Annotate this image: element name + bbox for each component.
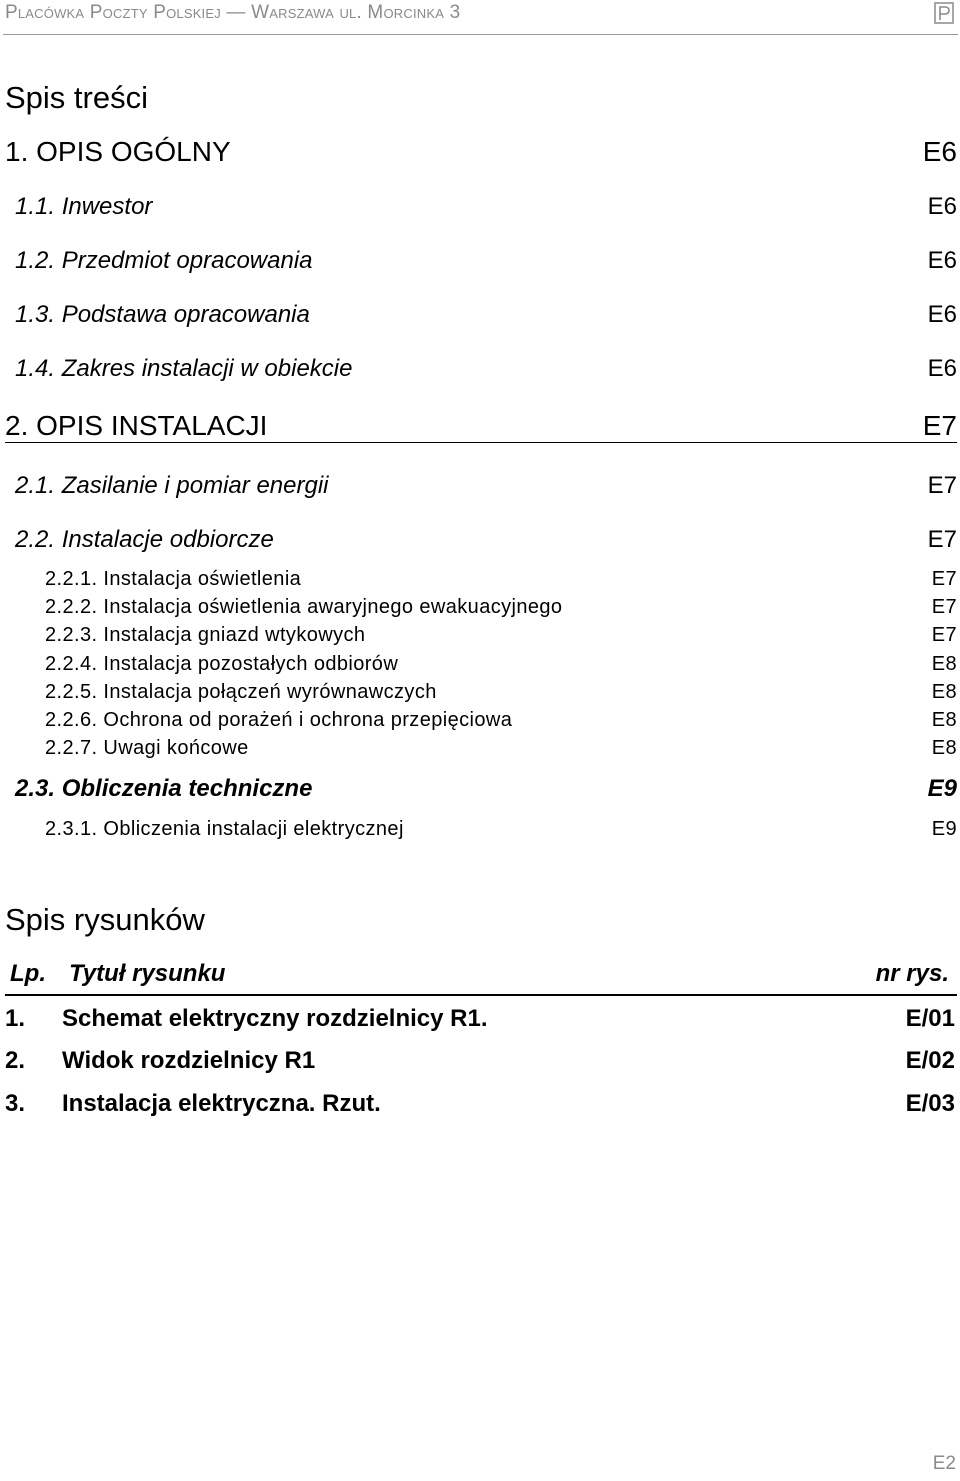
- toc-entry-title: 2. OPIS INSTALACJI: [5, 410, 268, 441]
- figure-row: [5, 1090, 957, 1120]
- toc-entry-title: 1. OPIS OGÓLNY: [5, 136, 231, 167]
- page-number: E2: [932, 1453, 956, 1474]
- figure-lp: 2.: [5, 1047, 26, 1074]
- toc-entry-page: E7: [927, 472, 957, 499]
- toc-entry-title: 2.1. Zasilanie i pomiar energii: [15, 472, 329, 499]
- figure-row: [5, 1047, 957, 1077]
- toc-entry-page: E6: [927, 355, 957, 382]
- figure-title: Widok rozdzielnicy R1: [62, 1047, 316, 1074]
- toc-entry-page: E7: [927, 526, 957, 553]
- toc-entry[interactable]: [15, 355, 957, 383]
- toc-entry-page: E8: [931, 653, 957, 675]
- figures-heading: Spis rysunków: [5, 902, 205, 937]
- toc-entry-page: E7: [922, 410, 957, 441]
- toc-entry-title: 2.2.6. Ochrona od porażeń i ochrona przepięciowa: [45, 709, 513, 731]
- toc-entry[interactable]: [5, 136, 957, 168]
- figures-table-header: [5, 960, 957, 996]
- toc-entry-page: E6: [927, 247, 957, 274]
- column-title: Tytuł rysunku: [69, 960, 226, 987]
- toc-entry[interactable]: [15, 526, 957, 554]
- figure-lp: 1.: [5, 1005, 26, 1032]
- toc-entry[interactable]: [45, 624, 957, 647]
- toc-entry[interactable]: [45, 681, 957, 704]
- toc-entry[interactable]: [15, 775, 957, 803]
- toc-entry-page: E7: [931, 568, 957, 590]
- column-nr: nr rys.: [875, 960, 949, 987]
- toc-entry-title: 2.2.1. Instalacja oświetlenia: [45, 568, 302, 590]
- toc-entry-title: 2.3. Obliczenia techniczne: [15, 775, 313, 802]
- toc-entry-title: 1.3. Podstawa opracowania: [15, 301, 310, 328]
- toc-entry[interactable]: [45, 818, 957, 841]
- toc-entry-title: 2.3.1. Obliczenia instalacji elektrycznej: [45, 818, 404, 840]
- toc-heading: Spis treści: [5, 80, 148, 115]
- toc-entry[interactable]: [45, 737, 957, 760]
- figure-number: E/02: [905, 1047, 955, 1074]
- toc-entry-title: 2.2.2. Instalacja oświetlenia awaryjnego ewakuacyjnego: [45, 596, 563, 618]
- logo-icon: [934, 2, 954, 24]
- toc-entry-page: E8: [931, 681, 957, 703]
- figure-title: Schemat elektryczny rozdzielnicy R1.: [62, 1005, 488, 1032]
- toc-entry[interactable]: [45, 709, 957, 732]
- toc-entry[interactable]: [45, 596, 957, 619]
- column-lp: Lp.: [10, 960, 46, 987]
- toc-entry-page: E6: [922, 136, 957, 167]
- toc-entry-title: 2.2.5. Instalacja połączeń wyrównawczych: [45, 681, 437, 703]
- toc-entry-title: 2.2.7. Uwagi końcowe: [45, 737, 249, 759]
- toc-entry[interactable]: [45, 653, 957, 676]
- toc-entry[interactable]: [15, 301, 957, 329]
- toc-entry-title: 2.2. Instalacje odbiorcze: [15, 526, 274, 553]
- toc-entry-page: E6: [927, 193, 957, 220]
- toc-entry-title: 1.4. Zakres instalacji w obiekcie: [15, 355, 353, 382]
- toc-entry-page: E7: [931, 596, 957, 618]
- toc-entry[interactable]: [5, 410, 957, 443]
- running-header: Placówka Poczty Polskiej — Warszawa ul. Morcinka 3: [5, 2, 461, 23]
- figure-row: [5, 1005, 957, 1035]
- toc-entry-title: 1.2. Przedmiot opracowania: [15, 247, 313, 274]
- figure-lp: 3.: [5, 1090, 26, 1117]
- toc-entry[interactable]: [15, 193, 957, 221]
- toc-entry[interactable]: [45, 568, 957, 591]
- toc-entry[interactable]: [15, 247, 957, 275]
- toc-entry-page: E8: [931, 737, 957, 759]
- figure-number: E/01: [905, 1005, 955, 1032]
- toc-entry-title: 2.2.4. Instalacja pozostałych odbiorów: [45, 653, 399, 675]
- toc-entry[interactable]: [15, 472, 957, 500]
- toc-entry-page: E9: [927, 775, 957, 802]
- figure-title: Instalacja elektryczna. Rzut.: [62, 1090, 381, 1117]
- header-rule: [3, 34, 958, 35]
- toc-entry-page: E8: [931, 709, 957, 731]
- figure-number: E/03: [905, 1090, 955, 1117]
- toc-entry-page: E6: [927, 301, 957, 328]
- toc-entry-page: E9: [931, 818, 957, 840]
- toc-entry-title: 1.1. Inwestor: [15, 193, 153, 220]
- toc-entry-title: 2.2.3. Instalacja gniazd wtykowych: [45, 624, 366, 646]
- toc-entry-page: E7: [931, 624, 957, 646]
